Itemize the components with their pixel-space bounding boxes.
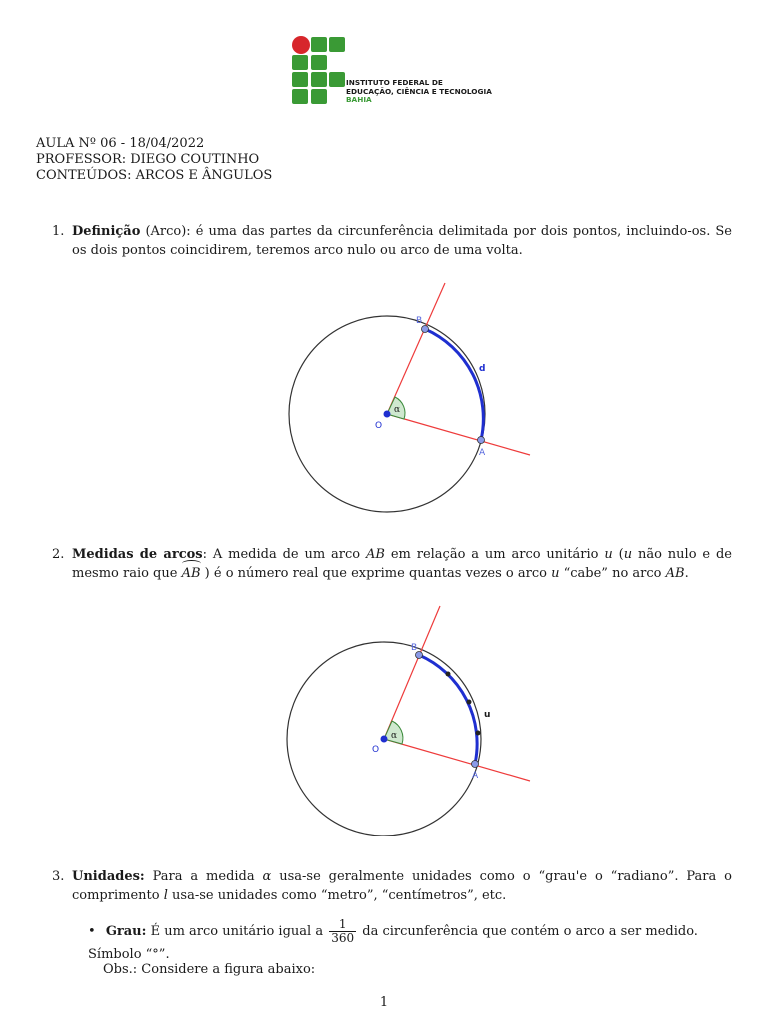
figure-arc-definition — [280, 278, 540, 524]
ray-ob — [384, 606, 440, 739]
item-text: “cabe” no arco — [559, 566, 666, 581]
fraction-denominator: 360 — [331, 931, 355, 945]
header-aula: AULA Nº 06 - 18/04/2022 — [36, 136, 205, 151]
bullet-term: Grau: — [105, 924, 147, 939]
item-text: não nulo e de mesmo raio que — [72, 547, 732, 581]
point-a — [472, 761, 479, 768]
label-a: A — [472, 771, 479, 781]
label-b: B — [416, 316, 423, 326]
item-term: Unidades: — [72, 869, 145, 884]
item-number: 3. — [52, 869, 65, 884]
item-number: 2. — [52, 547, 65, 562]
logo-text — [346, 79, 492, 105]
label-o: O — [372, 745, 380, 755]
item-text: . — [684, 566, 689, 581]
math-ab: AB — [665, 566, 685, 581]
ray-oa — [387, 414, 530, 455]
item-unidades — [52, 867, 732, 905]
bullet-symbol: • — [88, 924, 96, 939]
fraction-1-360 — [329, 918, 356, 945]
item-medidas — [52, 545, 732, 583]
bullet-grau — [88, 918, 738, 964]
header-professor: PROFESSOR: DIEGO COUTINHO — [36, 152, 260, 167]
label-d: d — [479, 364, 486, 374]
logo-line-1: INSTITUTO FEDERAL DE — [346, 78, 443, 87]
ray-ob — [387, 283, 445, 414]
bullet-text: da circunferência que contém o arco a ser medido. Símbolo “°”. — [88, 924, 698, 962]
math-arc-ab: AB — [181, 566, 201, 581]
point-o — [384, 411, 391, 418]
division-point — [476, 731, 481, 736]
math-u: u — [623, 547, 633, 562]
math-u: u — [604, 547, 613, 562]
label-o: O — [375, 421, 383, 431]
arc-u — [419, 655, 477, 764]
bullet-obs: Obs.: Considere a figura abaixo: — [103, 962, 316, 977]
header-conteudos: CONTEÚDOS: ARCOS E ÂNGULOS — [36, 168, 273, 183]
arc-d — [425, 329, 486, 440]
logo-line-2: EDUCAÇÃO, CIÊNCIA E TECNOLOGIA — [346, 86, 492, 96]
math-l: l — [163, 888, 168, 903]
item-text: usa-se geralmente unidades como o “grau'e o “radiano”. Para o comprimento — [72, 869, 732, 903]
division-point — [467, 700, 472, 705]
page-number: 1 — [379, 995, 389, 1010]
logo-line-3: BAHIA — [346, 95, 372, 104]
ray-oa — [384, 739, 530, 781]
label-u: u — [484, 710, 491, 720]
document-header — [36, 136, 272, 184]
item-text: em relação a um arco unitário — [384, 547, 605, 562]
figure-arc-measure — [280, 600, 540, 836]
bullet-text: É um arco unitário igual a — [146, 924, 328, 939]
item-text: : A medida de um arco — [202, 547, 366, 562]
item-text: (Arco): é uma das partes da circunferência delimitada por dois pontos, incluindo-os. Se os dois pontos coincidirem, teremos arco nulo ou arco de uma volta. — [72, 224, 732, 258]
item-text: usa-se unidades como “metro”, “centímetros”, etc. — [167, 888, 507, 903]
point-a — [478, 437, 485, 444]
item-text: ) é o número real que exprime quantas vezes o arco — [200, 566, 552, 581]
item-text: ( — [612, 547, 624, 562]
item-definicao — [52, 222, 732, 260]
math-u: u — [551, 566, 560, 581]
item-text: Para a medida — [144, 869, 263, 884]
point-o — [381, 736, 388, 743]
item-term: Definição — [72, 224, 141, 239]
item-term: Medidas de arcos — [72, 547, 203, 562]
label-a: A — [479, 448, 486, 458]
math-ab: AB — [366, 547, 385, 562]
label-b: B — [411, 643, 418, 653]
division-point — [446, 672, 451, 677]
math-alpha: α — [262, 869, 272, 884]
fraction-numerator: 1 — [329, 918, 356, 932]
label-alpha: α — [394, 405, 401, 415]
point-b — [422, 326, 429, 333]
label-alpha: α — [391, 731, 398, 741]
item-number: 1. — [52, 224, 65, 239]
